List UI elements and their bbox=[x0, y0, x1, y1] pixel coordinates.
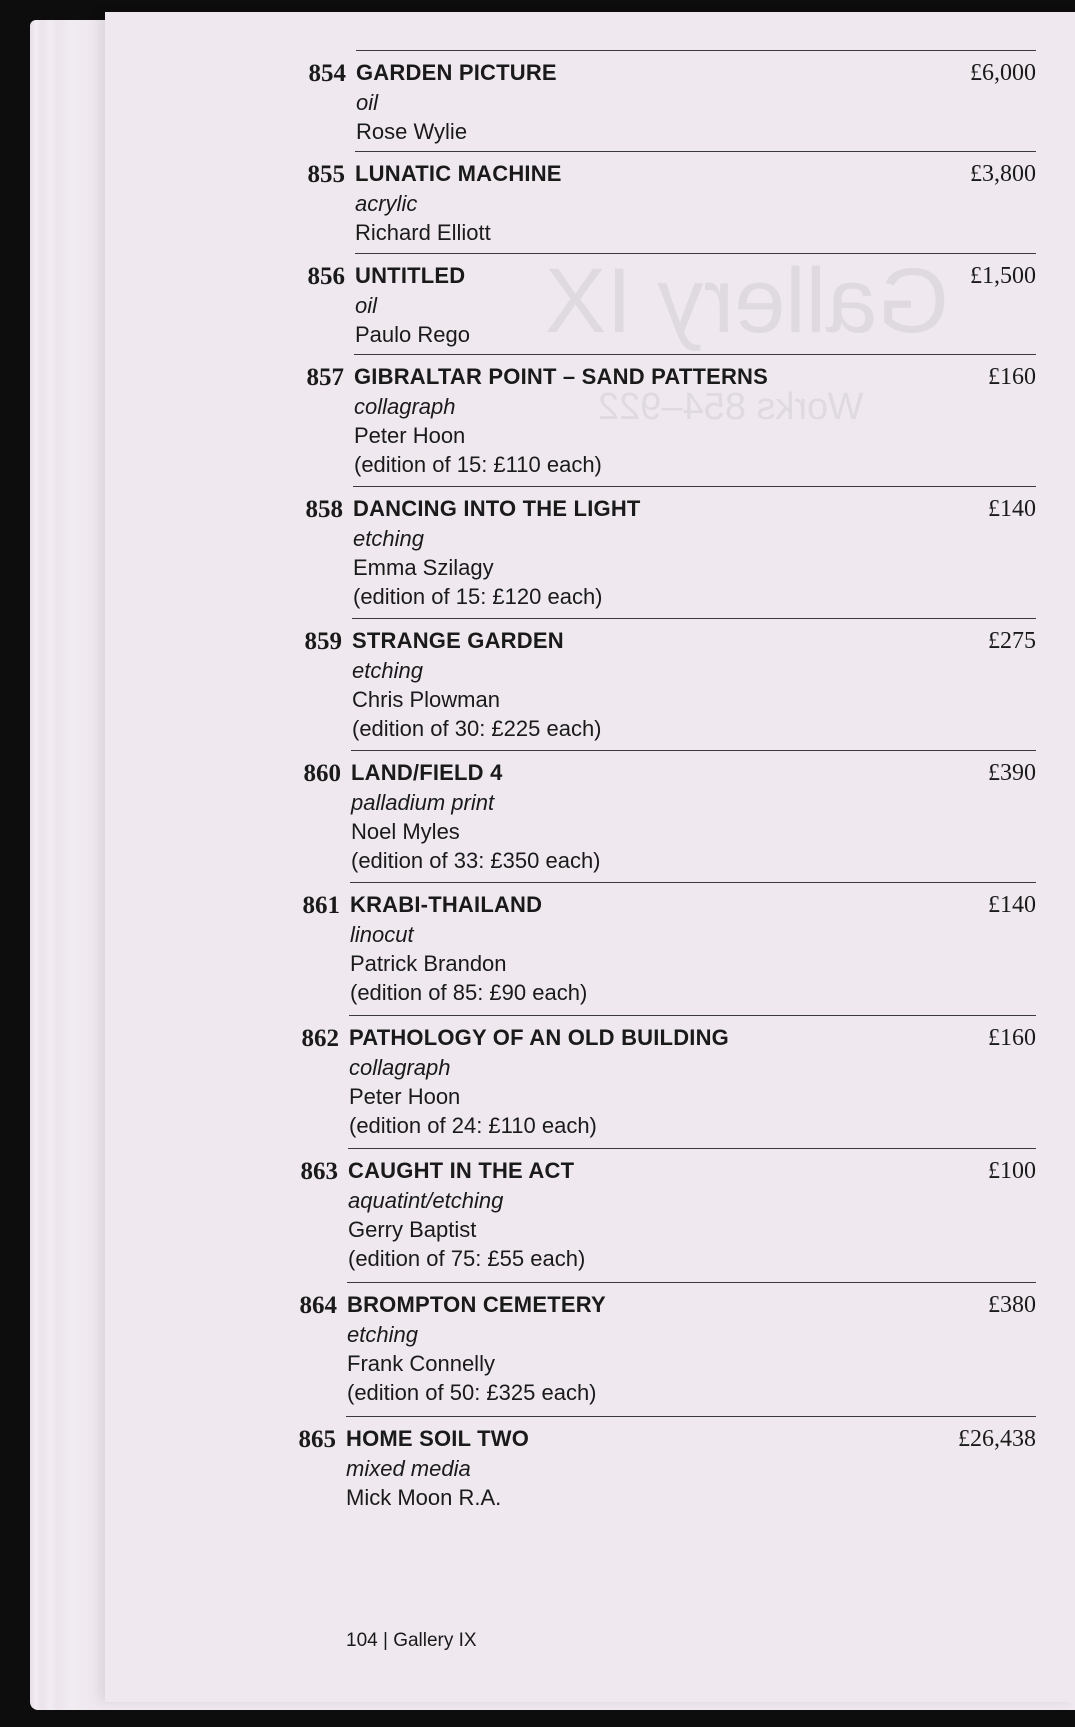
entry-artist: Rose Wylie bbox=[356, 119, 468, 144]
entry-price: £100 bbox=[988, 1158, 1036, 1184]
entry-rule bbox=[347, 1282, 1036, 1283]
entry-medium: oil bbox=[355, 293, 378, 318]
entry-medium: aquatint/etching bbox=[348, 1188, 504, 1213]
entry-number: 863 bbox=[300, 1158, 338, 1185]
catalogue-entry bbox=[303, 750, 1036, 880]
entry-rule bbox=[351, 750, 1036, 751]
entry-title: STRANGE GARDEN bbox=[352, 628, 564, 653]
catalogue-entry bbox=[304, 618, 1036, 748]
entry-edition: (edition of 15: £120 each) bbox=[353, 584, 603, 609]
entry-price: £160 bbox=[988, 364, 1036, 390]
entry-title: DANCING INTO THE LIGHT bbox=[353, 496, 641, 521]
entry-medium: etching bbox=[352, 658, 423, 683]
entry-medium: oil bbox=[356, 90, 379, 115]
catalogue-entry bbox=[302, 882, 1036, 1012]
entry-edition: (edition of 75: £55 each) bbox=[348, 1246, 586, 1271]
entry-medium: mixed media bbox=[346, 1456, 471, 1481]
entry-artist: Noel Myles bbox=[351, 819, 460, 844]
entry-number: 859 bbox=[304, 628, 342, 655]
entry-price: £6,000 bbox=[970, 60, 1036, 86]
entry-price: £1,500 bbox=[970, 263, 1036, 289]
entry-title: CAUGHT IN THE ACT bbox=[348, 1158, 575, 1183]
entry-artist: Frank Connelly bbox=[347, 1351, 495, 1376]
entry-number: 855 bbox=[307, 161, 345, 188]
entry-rule bbox=[353, 486, 1036, 487]
catalogue-entry bbox=[307, 250, 1036, 353]
entry-price: £160 bbox=[988, 1025, 1036, 1051]
entry-artist: Chris Plowman bbox=[352, 687, 500, 712]
entry-number: 854 bbox=[308, 60, 346, 87]
entry-price: £140 bbox=[988, 496, 1036, 522]
entry-artist: Gerry Baptist bbox=[348, 1217, 477, 1242]
entry-medium: linocut bbox=[350, 922, 414, 947]
entry-artist: Patrick Brandon bbox=[350, 951, 507, 976]
entry-number: 865 bbox=[298, 1426, 336, 1453]
entry-price: £140 bbox=[988, 892, 1036, 918]
catalogue-entry bbox=[301, 1015, 1036, 1145]
entry-artist: Paulo Rego bbox=[355, 322, 470, 347]
entry-medium: collagraph bbox=[349, 1055, 451, 1080]
entry-medium: collagraph bbox=[354, 394, 456, 419]
entry-medium: acrylic bbox=[355, 191, 418, 216]
entry-number: 861 bbox=[302, 892, 340, 919]
entry-rule bbox=[355, 253, 1036, 254]
entry-rule bbox=[355, 151, 1036, 152]
entry-artist: Emma Szilagy bbox=[353, 555, 494, 580]
entry-medium: palladium print bbox=[351, 790, 495, 815]
catalogue-entry bbox=[299, 1282, 1036, 1412]
entry-number: 864 bbox=[299, 1292, 337, 1319]
entry-number: 857 bbox=[306, 364, 344, 391]
entry-number: 858 bbox=[305, 496, 343, 523]
entry-rule bbox=[350, 882, 1036, 883]
entry-number: 860 bbox=[303, 760, 341, 787]
entry-title: BROMPTON CEMETERY bbox=[347, 1292, 606, 1317]
entry-medium: etching bbox=[347, 1322, 418, 1347]
entry-title: KRABI-THAILAND bbox=[350, 892, 543, 917]
entry-price: £26,438 bbox=[958, 1426, 1036, 1452]
catalogue-entry bbox=[298, 1416, 1036, 1516]
entry-rule bbox=[349, 1015, 1036, 1016]
entry-number: 856 bbox=[307, 263, 345, 290]
entry-edition: (edition of 15: £110 each) bbox=[354, 452, 602, 477]
entry-title: LAND/FIELD 4 bbox=[351, 760, 503, 785]
entry-price: £3,800 bbox=[970, 161, 1036, 187]
entry-edition: (edition of 30: £225 each) bbox=[352, 716, 602, 741]
show-through-heading: Gallery IX bbox=[545, 250, 949, 352]
entry-title: UNTITLED bbox=[355, 263, 466, 288]
entry-title: GIBRALTAR POINT – SAND PATTERNS bbox=[354, 364, 769, 389]
entry-price: £390 bbox=[988, 760, 1036, 786]
entry-title: HOME SOIL TWO bbox=[346, 1426, 530, 1451]
entry-title: LUNATIC MACHINE bbox=[355, 161, 562, 186]
entry-artist: Richard Elliott bbox=[355, 220, 491, 245]
entry-title: GARDEN PICTURE bbox=[356, 60, 557, 85]
page-footer: 104 | Gallery IX bbox=[346, 1630, 477, 1651]
entry-rule bbox=[352, 618, 1036, 619]
catalogue-entry bbox=[307, 151, 1036, 251]
entry-rule bbox=[348, 1148, 1036, 1149]
entry-artist: Peter Hoon bbox=[354, 423, 466, 448]
entry-medium: etching bbox=[353, 526, 424, 551]
entry-price: £380 bbox=[988, 1292, 1036, 1318]
catalogue-entry bbox=[305, 486, 1036, 616]
entry-title: PATHOLOGY OF AN OLD BUILDING bbox=[349, 1025, 729, 1050]
entry-rule bbox=[354, 354, 1036, 355]
entry-rule bbox=[346, 1416, 1036, 1417]
entry-price: £275 bbox=[988, 628, 1036, 654]
catalogue-entry bbox=[308, 50, 1036, 150]
entry-rule bbox=[356, 50, 1036, 51]
show-through-subheading: Works 854–922 bbox=[598, 386, 864, 428]
entry-edition: (edition of 24: £110 each) bbox=[349, 1113, 597, 1138]
catalogue-entry bbox=[306, 354, 1036, 484]
entry-artist: Mick Moon R.A. bbox=[346, 1485, 502, 1510]
entry-edition: (edition of 50: £325 each) bbox=[347, 1380, 597, 1405]
entry-edition: (edition of 33: £350 each) bbox=[351, 848, 601, 873]
entry-number: 862 bbox=[301, 1025, 339, 1052]
catalogue-entry bbox=[300, 1148, 1036, 1278]
entry-artist: Peter Hoon bbox=[349, 1084, 461, 1109]
entry-edition: (edition of 85: £90 each) bbox=[350, 980, 588, 1005]
